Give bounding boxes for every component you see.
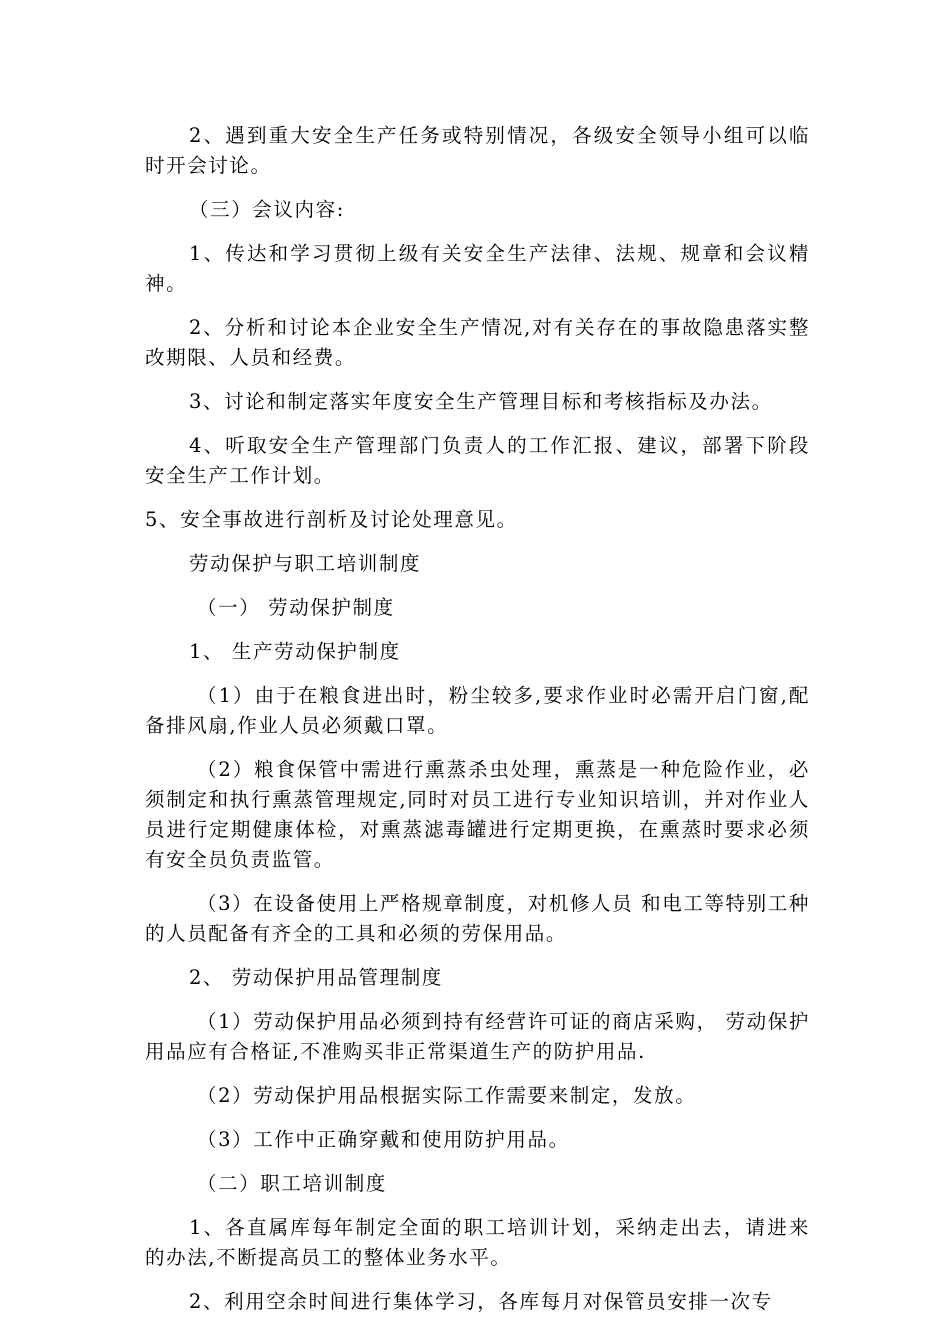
heading-staff-training: （二）职工培训制度	[197, 1172, 387, 1195]
paragraph-equipment-item-3: （3）工作中正确穿戴和使用防护用品。	[197, 1128, 570, 1151]
heading-meeting-content: （三）会议内容:	[189, 198, 345, 221]
paragraph-training-item-2: 2、利用空余时间进行集体学习，各库每月对保管员安排一次专	[189, 1290, 773, 1313]
paragraph-content-item-5: 5、安全事故进行剖析及讨论处理意见。	[145, 508, 518, 531]
document-body	[145, 121, 810, 1331]
section-title-labor-training: 劳动保护与职工培训制度	[189, 552, 422, 575]
paragraph-meeting-item-2: 2、遇到重大安全生产任务或特别情况，各级安全领导小组可以临时开会讨论。	[145, 124, 810, 177]
paragraph-content-item-2: 2、分析和讨论本企业安全生产情况,对有关存在的事故隐患落实整改期限、人员和经费。	[145, 316, 810, 369]
paragraph-protection-item-3: （3）在设备使用上严格规章制度，对机修人员 和电工等特别工种的人员配备有齐全的工具和必须的劳保用品。	[145, 892, 810, 945]
paragraph-equipment-item-1: （1）劳动保护用品必须到持有经营许可证的商店采购， 劳动保护用品应有合格证,不准购买非正常渠道生产的防护用品.	[145, 1010, 810, 1063]
paragraph-content-item-4: 4、听取安全生产管理部门负责人的工作汇报、建议，部署下阶段安全生产工作计划。	[145, 434, 810, 487]
heading-labor-protection: （一） 劳动保护制度	[197, 596, 395, 619]
paragraph-training-item-1: 1、各直属库每年制定全面的职工培训计划，采纳走出去，请进来的办法,不断提高员工的整体业务水平。	[145, 1216, 810, 1269]
paragraph-content-item-3: 3、讨论和制定落实年度安全生产管理目标和考核指标及办法。	[189, 390, 773, 413]
heading-production-protection: 1、 生产劳动保护制度	[189, 640, 401, 663]
paragraph-protection-item-1: （1）由于在粮食进出时，粉尘较多,要求作业时必需开启门窗,配备排风扇,作业人员必须戴口罩。	[145, 684, 810, 737]
heading-protective-equipment: 2、 劳动保护用品管理制度	[189, 966, 443, 989]
paragraph-content-item-1: 1、传达和学习贯彻上级有关安全生产法律、法规、规章和会议精神。	[145, 242, 810, 295]
paragraph-equipment-item-2: （2）劳动保护用品根据实际工作需要来制定，发放。	[197, 1084, 697, 1107]
paragraph-protection-item-2: （2）粮食保管中需进行熏蒸杀虫处理，熏蒸是一种危险作业，必须制定和执行熏蒸管理规定,同时对员工进行专业知识培训，并对作业人员进行定期健康体检，对熏蒸滤毒罐进行定期更换，在熏蒸时要求必须有安全员负责监管。	[145, 758, 810, 871]
